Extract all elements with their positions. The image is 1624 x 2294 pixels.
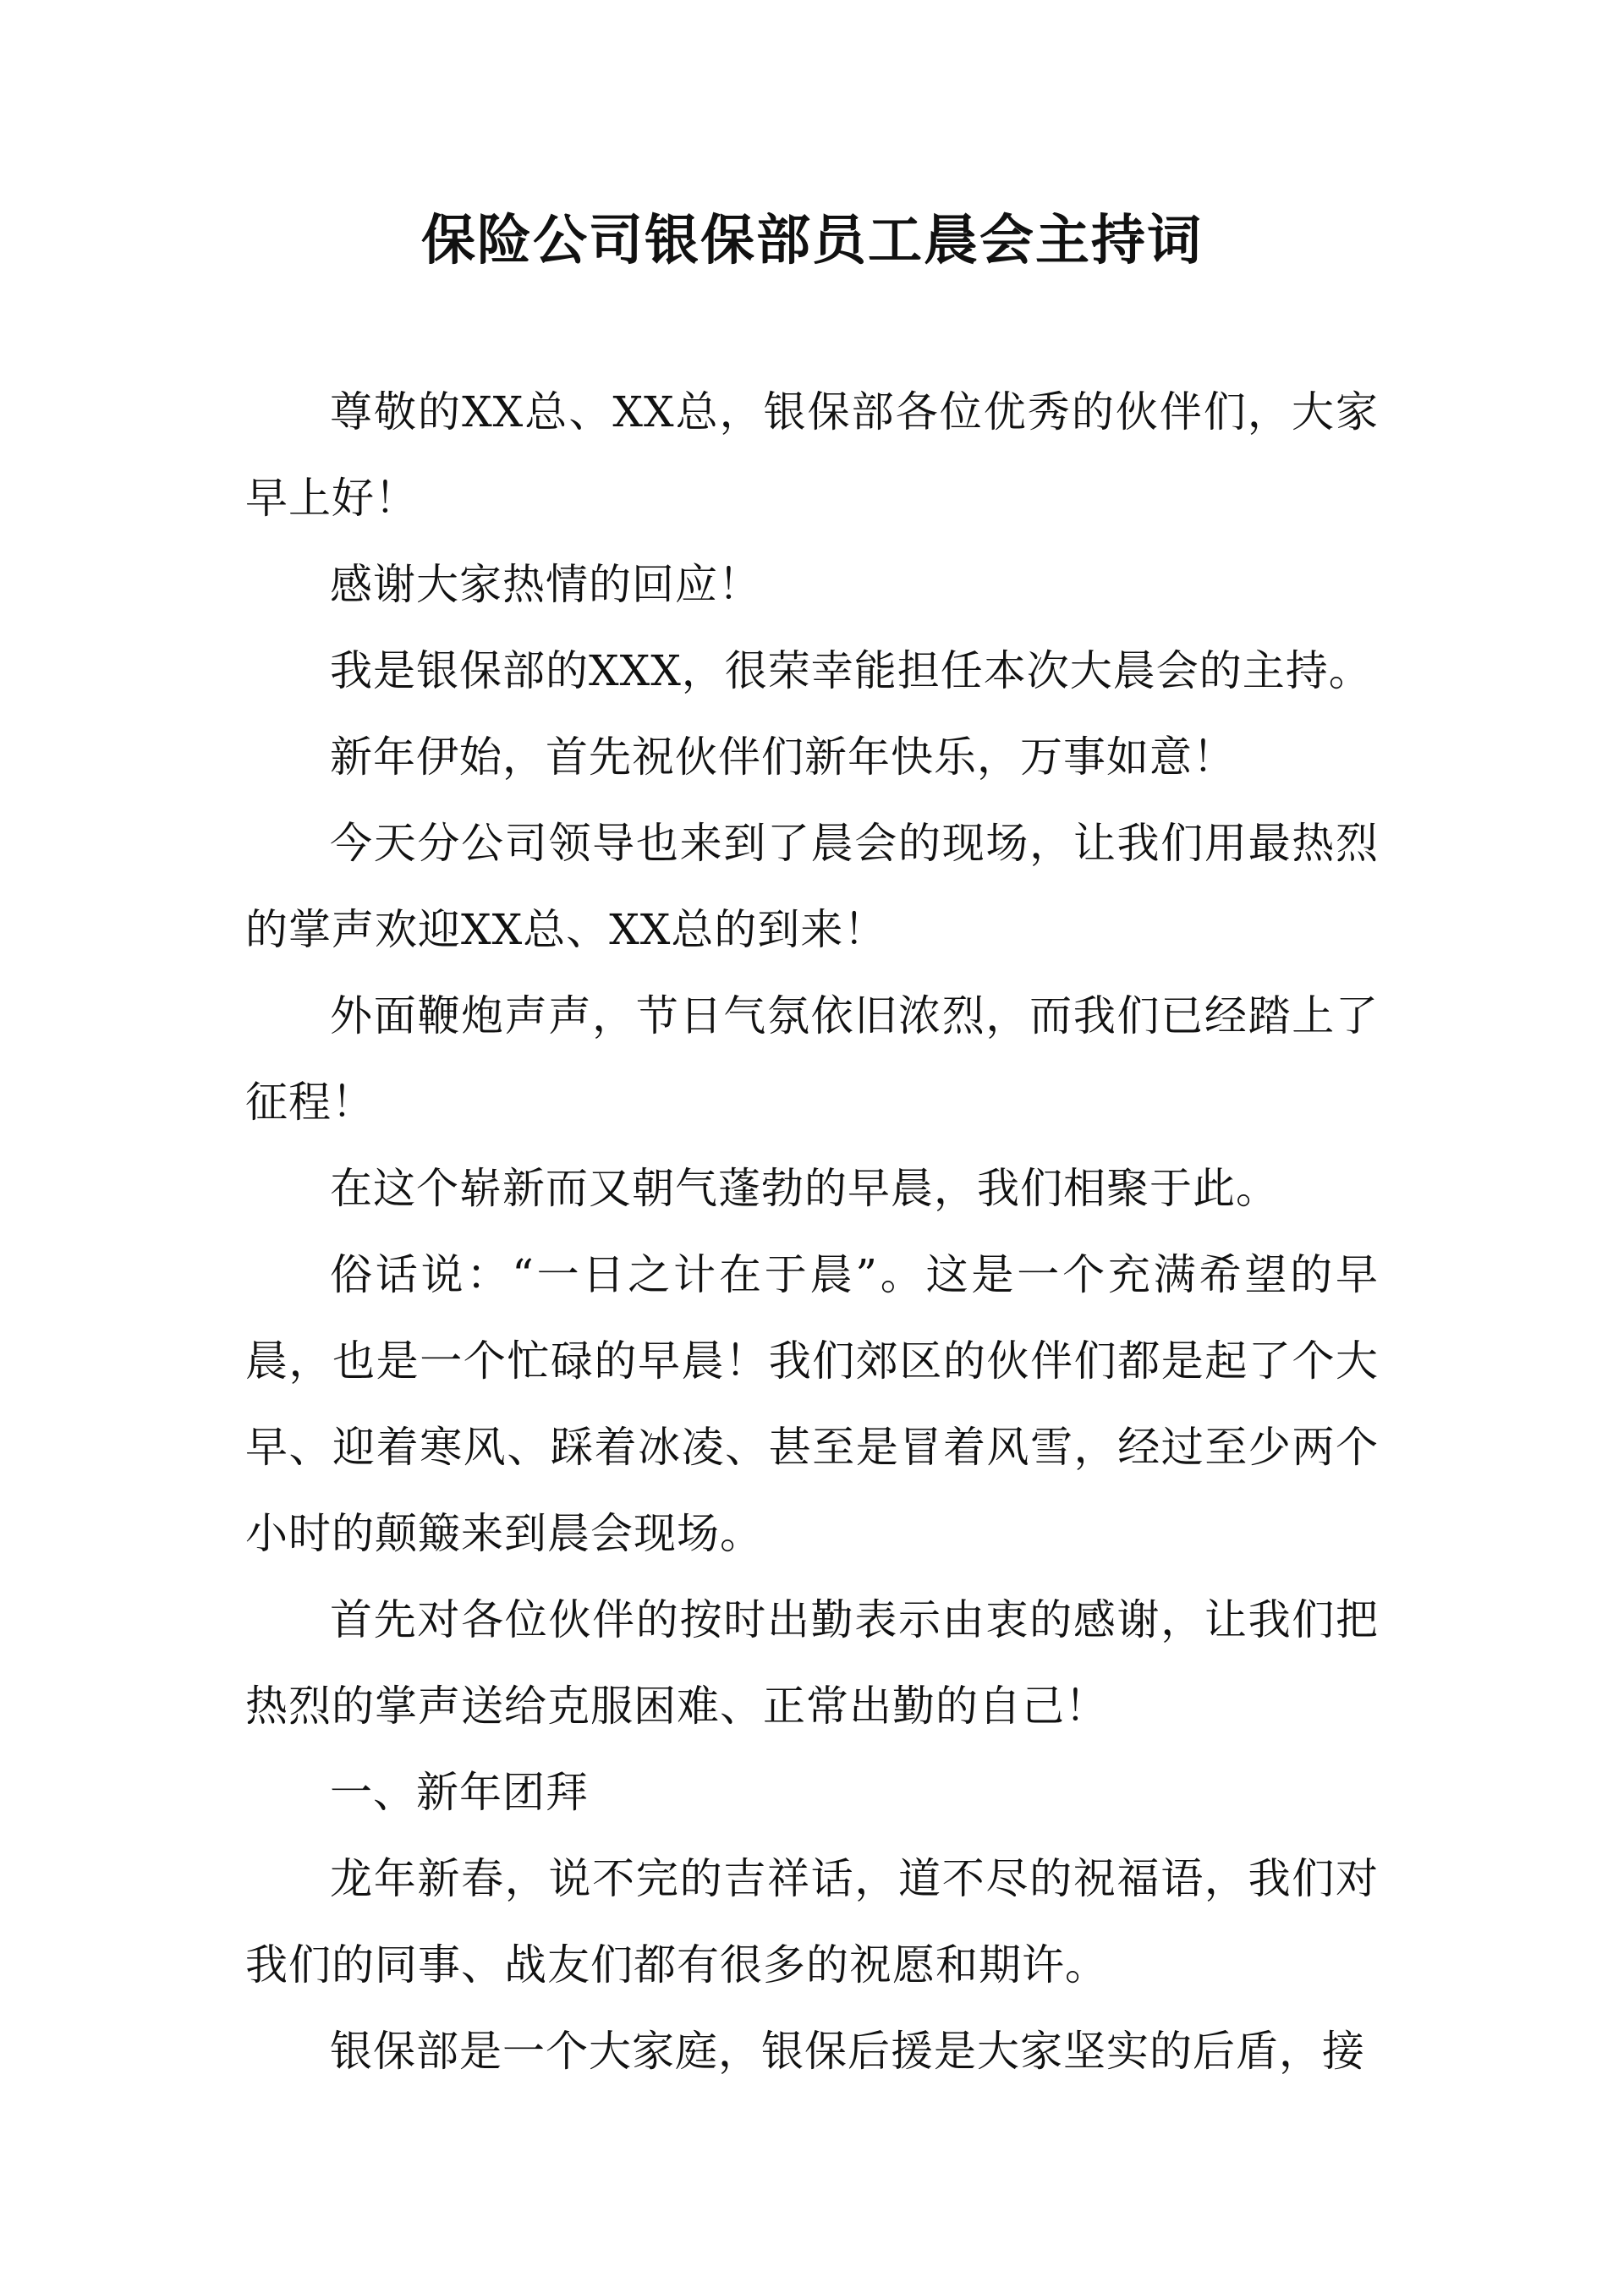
paragraph-blessings: 龙年新春，说不完的吉祥话，道不尽的祝福语，我们对我们的同事、战友们都有很多的祝愿和期许。	[245, 1854, 1379, 1989]
paragraph-welcome-leaders: 今天分公司领导也来到了晨会的现场，让我们用最热烈的掌声欢迎XX总、XX总的到来！	[245, 819, 1379, 954]
document-title: 保险公司银保部员工晨会主持词	[421, 210, 1203, 272]
section-heading-new-year: 一、新年团拜	[330, 1768, 589, 1817]
paragraph-attendance: 首先对各位伙伴的按时出勤表示由衷的感谢，让我们把热烈的掌声送给克服困难、正常出勤的自己！	[245, 1595, 1379, 1731]
paragraph-thanks: 感谢大家热情的回应！	[330, 560, 761, 609]
paragraph-host-intro: 我是银保部的XXX，很荣幸能担任本次大晨会的主持。	[330, 646, 1372, 695]
paragraph-journey: 外面鞭炮声声，节日气氛依旧浓烈，而我们已经踏上了征程！	[245, 991, 1379, 1127]
document-body	[245, 369, 1379, 2094]
paragraph-morning: 俗话说：“一日之计在于晨”。这是一个充满希望的早晨，也是一个忙碌的早晨！我们郊区的伙伴们都是起了个大早、迎着寒风、踩着冰凌、甚至是冒着风雪，经过至少两个小时的颠簸来到晨会现场。	[245, 1250, 1379, 1558]
paragraph-gathering: 在这个崭新而又朝气蓬勃的早晨，我们相聚于此。	[330, 1164, 1279, 1213]
paragraph-new-year-wish: 新年伊始，首先祝伙伴们新年快乐，万事如意！	[330, 733, 1236, 782]
paragraph-family: 银保部是一个大家庭，银保后援是大家坚实的后盾，接	[330, 2027, 1365, 2076]
paragraph-greeting: 尊敬的XX总、XX总，银保部各位优秀的伙伴们，大家早上好！	[245, 387, 1379, 523]
